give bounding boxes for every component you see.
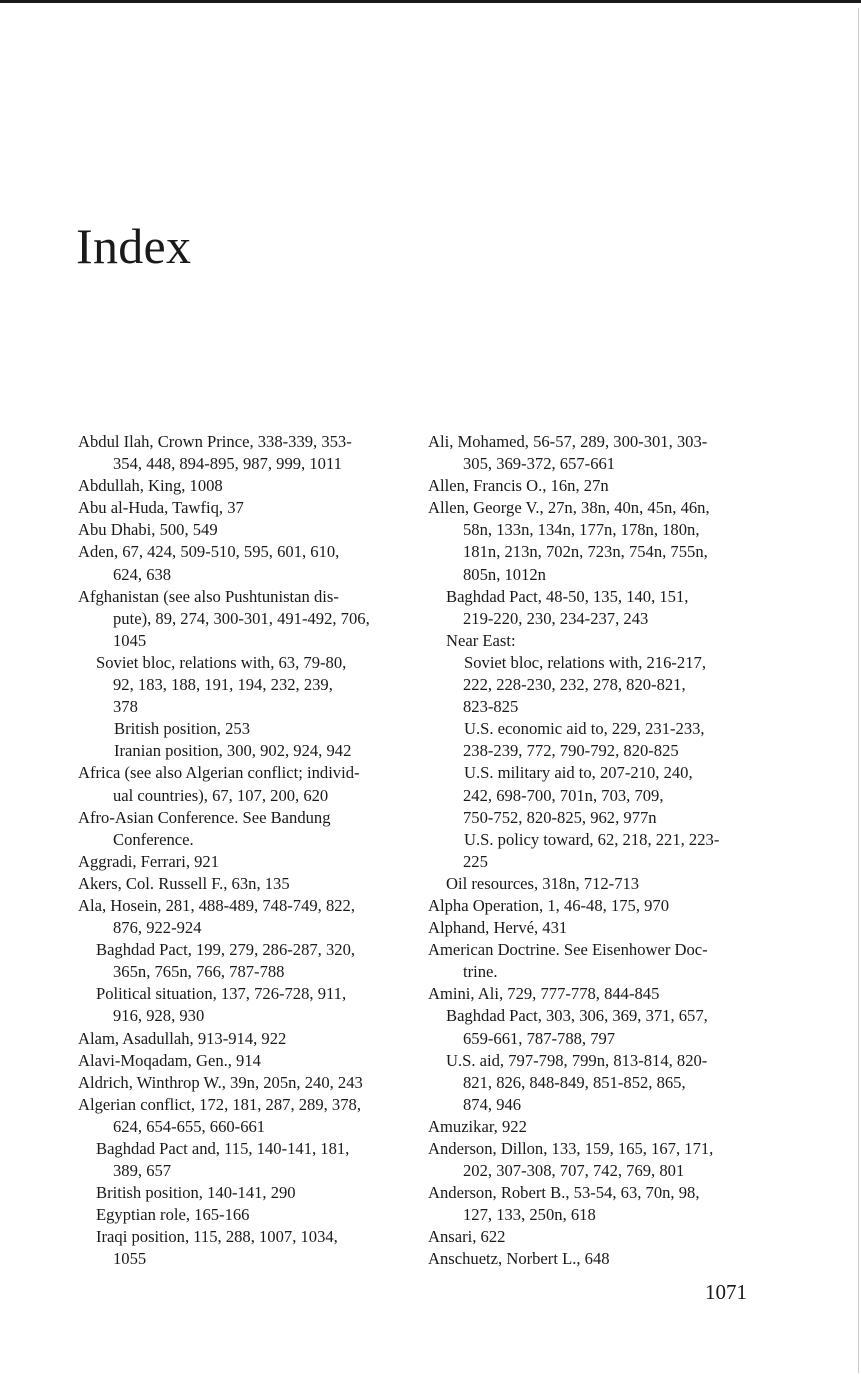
index-entry-continuation: 659-661, 787-788, 797 xyxy=(463,1028,616,1048)
top-border-rule xyxy=(0,0,861,3)
index-entry xyxy=(78,1204,416,1226)
index-entry xyxy=(78,740,416,762)
index-entry xyxy=(428,1050,768,1116)
index-entry-continuation: 378 xyxy=(113,697,138,717)
index-entry-line: Anderson, Dillon, 133, 159, 165, 167, 171, xyxy=(428,1139,714,1158)
index-entry-line: Aden, 67, 424, 509-510, 595, 601, 610, xyxy=(78,542,340,562)
index-entry-continuation: 58n, 133n, 134n, 177n, 178n, 180n, xyxy=(463,520,700,540)
index-entry-continuation: Conference. xyxy=(113,829,194,849)
index-entry xyxy=(78,718,416,740)
index-entry xyxy=(78,851,416,873)
index-entry-continuation: 916, 928, 930 xyxy=(113,1006,205,1026)
index-entry-line: Afro-Asian Conference. See Bandung xyxy=(78,807,331,827)
index-entry xyxy=(428,1138,768,1182)
index-entry xyxy=(428,475,768,497)
index-entry-continuation: 222, 228-230, 232, 278, 820-821, xyxy=(463,675,686,695)
index-entry-line: Soviet bloc, relations with, 216-217, xyxy=(464,652,706,672)
index-entry-continuation: 823-825 xyxy=(463,697,519,717)
index-entry xyxy=(78,1226,416,1270)
index-entry xyxy=(428,873,768,895)
index-entry xyxy=(428,497,768,585)
index-entry-line: Baghdad Pact and, 115, 140-141, 181, xyxy=(96,1139,350,1158)
index-entry-line: Ala, Hosein, 281, 488-489, 748-749, 822, xyxy=(78,895,355,915)
index-entry-continuation: trine. xyxy=(463,962,498,982)
index-entry-line: British position, 140-141, 290 xyxy=(96,1183,296,1203)
index-entry-continuation: 874, 946 xyxy=(463,1094,522,1114)
index-entry-line: Allen, Francis O., 16n, 27n xyxy=(428,476,609,496)
index-entry xyxy=(78,497,416,519)
index-entry-line: Alphand, Hervé, 431 xyxy=(428,918,568,938)
index-entry-continuation: ual countries), 67, 107, 200, 620 xyxy=(113,785,329,805)
index-entry xyxy=(428,431,768,475)
page-edge-line xyxy=(858,8,859,1373)
index-entry-line: Africa (see also Algerian conflict; individ- xyxy=(78,763,360,783)
index-entry xyxy=(78,652,416,718)
index-entry-line: U.S. policy toward, 62, 218, 221, 223- xyxy=(464,829,720,849)
index-entry xyxy=(78,807,416,851)
index-entry-line: British position, 253 xyxy=(114,719,250,739)
index-entry-continuation: 750-752, 820-825, 962, 977n xyxy=(463,807,657,827)
index-entry xyxy=(78,586,416,652)
index-entry xyxy=(428,917,768,939)
index-entry xyxy=(428,895,768,917)
index-entry xyxy=(78,873,416,895)
index-entry xyxy=(78,1094,416,1138)
index-entry-line: Amini, Ali, 729, 777-778, 844-845 xyxy=(428,984,660,1004)
index-entry-line: Near East: xyxy=(446,630,516,650)
index-entry xyxy=(428,762,768,828)
index-entry-line: Alpha Operation, 1, 46-48, 175, 970 xyxy=(428,895,670,915)
index-entry xyxy=(428,939,768,983)
index-entry-continuation: 876, 922-924 xyxy=(113,918,202,938)
index-entry xyxy=(428,1226,768,1248)
index-entry-line: Abu al-Huda, Tawfiq, 37 xyxy=(78,498,244,518)
index-entry-line: Anschuetz, Norbert L., 648 xyxy=(428,1249,610,1269)
index-entry-continuation: 624, 638 xyxy=(113,564,172,584)
index-entry-line: American Doctrine. See Eisenhower Doc- xyxy=(428,940,708,960)
index-entry-line: Akers, Col. Russell F., 63n, 135 xyxy=(78,873,290,893)
index-entry-continuation: 389, 657 xyxy=(113,1161,172,1181)
index-entry-line: Amuzikar, 922 xyxy=(428,1116,527,1136)
index-entry xyxy=(78,475,416,497)
index-entry xyxy=(428,1248,768,1270)
index-entry xyxy=(78,1138,416,1182)
index-entry xyxy=(428,586,768,630)
index-entry xyxy=(78,1072,416,1094)
index-entry-line: Ansari, 622 xyxy=(428,1227,506,1247)
index-entry xyxy=(78,431,416,475)
index-entry-line: Soviet bloc, relations with, 63, 79-80, xyxy=(96,652,347,672)
index-entry-continuation: 127, 133, 250n, 618 xyxy=(463,1205,596,1225)
index-entry-continuation: 365n, 765n, 766, 787-788 xyxy=(113,962,285,982)
index-entry xyxy=(78,541,416,585)
index-entry-continuation: 354, 448, 894-895, 987, 999, 1011 xyxy=(113,454,342,474)
index-entry-line: Algerian conflict, 172, 181, 287, 289, 378, xyxy=(78,1094,361,1114)
index-entry-line: Allen, George V., 27n, 38n, 40n, 45n, 46n, xyxy=(428,498,710,518)
index-entry-line: Oil resources, 318n, 712-713 xyxy=(446,873,640,893)
index-entry-continuation: 805n, 1012n xyxy=(463,564,546,584)
index-entry-line: Abu Dhabi, 500, 549 xyxy=(78,520,218,540)
index-entry xyxy=(428,1182,768,1226)
index-entry-continuation: 92, 183, 188, 191, 194, 232, 239, xyxy=(113,675,333,695)
index-entry xyxy=(428,1116,768,1138)
index-column-right xyxy=(428,431,768,1271)
index-entry-continuation: 238-239, 772, 790-792, 820-825 xyxy=(463,741,679,761)
index-entry-line: Iranian position, 300, 902, 924, 942 xyxy=(114,741,352,761)
index-entry xyxy=(428,829,768,873)
index-entry-continuation: 821, 826, 848-849, 851-852, 865, xyxy=(463,1072,686,1092)
index-entry xyxy=(78,1050,416,1072)
index-entry-line: Baghdad Pact, 303, 306, 369, 371, 657, xyxy=(446,1006,708,1026)
index-entry-line: U.S. aid, 797-798, 799n, 813-814, 820- xyxy=(446,1050,708,1070)
index-entry xyxy=(78,939,416,983)
index-column-left xyxy=(78,431,416,1271)
index-entry-continuation: pute), 89, 274, 300-301, 491-492, 706, xyxy=(113,608,370,628)
index-entry-line: Baghdad Pact, 48-50, 135, 140, 151, xyxy=(446,586,689,606)
index-entry xyxy=(78,983,416,1027)
index-entry-line: Iraqi position, 115, 288, 1007, 1034, xyxy=(96,1227,338,1247)
index-entry-line: Alavi-Moqadam, Gen., 914 xyxy=(78,1050,261,1070)
index-entry-continuation: 1045 xyxy=(113,630,147,650)
index-entry-line: Abdullah, King, 1008 xyxy=(78,476,223,496)
index-entry xyxy=(428,652,768,718)
index-entry xyxy=(428,630,768,652)
index-entry-continuation: 242, 698-700, 701n, 703, 709, xyxy=(463,785,664,805)
index-entry-line: Political situation, 137, 726-728, 911, xyxy=(96,984,347,1004)
index-entry-line: Anderson, Robert B., 53-54, 63, 70n, 98, xyxy=(428,1183,700,1203)
index-entry-continuation: 181n, 213n, 702n, 723n, 754n, 755n, xyxy=(463,542,708,562)
index-entry-continuation: 225 xyxy=(463,851,488,871)
index-entry-line: Afghanistan (see also Pushtunistan dis- xyxy=(78,586,339,606)
index-entry-continuation: 624, 654-655, 660-661 xyxy=(113,1116,266,1136)
index-entry-line: Egyptian role, 165-166 xyxy=(96,1205,250,1225)
index-entry-line: U.S. economic aid to, 229, 231-233, xyxy=(464,719,705,739)
index-entry-line: Aldrich, Winthrop W., 39n, 205n, 240, 243 xyxy=(78,1072,363,1092)
index-entry xyxy=(428,1005,768,1049)
index-entry xyxy=(428,718,768,762)
index-entry xyxy=(78,519,416,541)
index-entry-continuation: 305, 369-372, 657-661 xyxy=(463,454,616,474)
index-entry xyxy=(428,983,768,1005)
index-entry-line: Alam, Asadullah, 913-914, 922 xyxy=(78,1028,287,1048)
page-number: 1071 xyxy=(705,1280,747,1304)
index-entry xyxy=(78,1028,416,1050)
index-entry-line: Ali, Mohamed, 56-57, 289, 300-301, 303- xyxy=(428,432,708,451)
index-entry-line: Abdul Ilah, Crown Prince, 338-339, 353- xyxy=(78,432,352,451)
index-entry-line: U.S. military aid to, 207-210, 240, xyxy=(464,763,693,783)
page-title: Index xyxy=(76,218,192,274)
index-entry-continuation: 1055 xyxy=(113,1249,147,1269)
index-entry-line: Aggradi, Ferrari, 921 xyxy=(78,851,220,871)
index-entry-line: Baghdad Pact, 199, 279, 286-287, 320, xyxy=(96,940,356,960)
index-entry xyxy=(78,1182,416,1204)
index-entry-continuation: 219-220, 230, 234-237, 243 xyxy=(463,608,649,628)
index-entry-continuation: 202, 307-308, 707, 742, 769, 801 xyxy=(463,1161,685,1181)
index-entry xyxy=(78,762,416,806)
index-entry xyxy=(78,895,416,939)
